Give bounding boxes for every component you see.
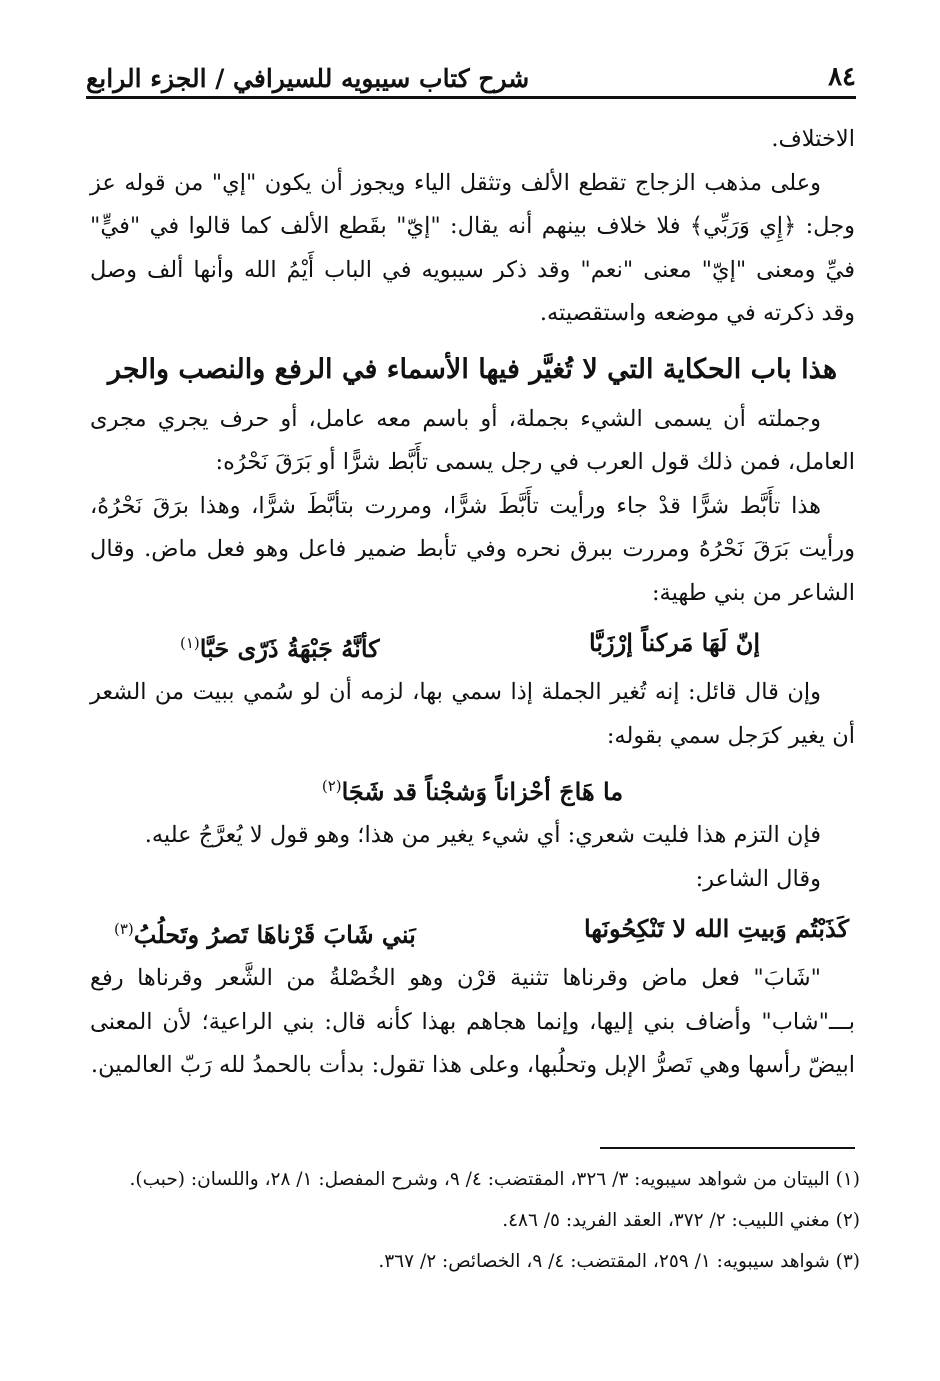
verse-text: بَني شَابَ قَرْناهَا تَصرُ وتَحلُبُ <box>133 920 416 949</box>
verse-hemistich-second <box>180 615 380 677</box>
paragraph: وجملته أن يسمى الشيء بجملة، أو باسم معه عامل، أو حرف يجري مجرى العامل، فمن ذلك قول العرب في رجل يسمى تأَبَّط شرًّا أو بَرَقَ نَحْرُه: <box>90 405 855 475</box>
footnote-ref: (٣) <box>114 920 134 938</box>
verse-line <box>90 758 855 814</box>
paragraph: فإن التزم هذا فليت شعري: أي شيء يغير من هذا؛ وهو قول لا يُعرَّجُ عليه. <box>144 822 821 848</box>
paragraph: الاختلاف. <box>771 126 855 152</box>
footnote: (١) البيتان من شواهد سيبويه: ٣/ ٣٢٦، المقتضب: ٤/ ٩، وشرح المفصل: ١/ ٢٨، واللسان: (حبب). <box>129 1169 860 1190</box>
header-rule <box>86 96 856 99</box>
main-text <box>90 118 855 1088</box>
paragraph: "شَابَ" فعل ماض وقرناها تثنية قرْن وهو الخُصْلةُ من الشَّعر وقرناها رفع بـــ"شاب" وأضاف بني إليها، وإنما هجاهم بهذا كأنه قال: بني الراعية؛ لأن المعنى ابيضّ رأسها وهي تَصرُّ الإبل وتحلُبها، وعلى هذا تقول: بدأت بالحمدُ لله رَبّ العالمين. <box>90 965 855 1078</box>
verse-text: ما هَاجَ أحْزاناً وَشجْناً قد شَجَا <box>341 777 624 806</box>
footnotes <box>90 1162 860 1285</box>
verse-line <box>90 901 855 957</box>
page-number: ٨٤ <box>828 62 856 92</box>
verse-text: كأنَّهُ جَبْهَةُ ذَرّى حَبَّا <box>199 634 380 663</box>
paragraph: وعلى مذهب الزجاج تقطع الألف وتثقل الياء ويجوز أن يكون "إي" من قوله عز وجل: ﴿إِي وَرَبِّي﴾ فلا خلاف بينهم أنه يقال: "إيّ" بقَطع الألف كما قالوا في "فيٍّ" فيِّ ومعنى "إيّ" معنى "نعم" وقد ذكر سيبويه في الباب أَيْمُ الله وأنها ألف وصل وقد ذكرته في موضعه واستقصيته. <box>90 169 855 326</box>
running-title: شرح كتاب سيبويه للسيرافي / الجزء الرابع <box>86 64 530 93</box>
footnote: (٢) مغني اللبيب: ٢/ ٣٧٢، العقد الفريد: ٥/ ٤٨٦. <box>502 1210 860 1231</box>
paragraph: وقال الشاعر: <box>695 865 821 892</box>
footnote: (٣) شواهد سيبويه: ١/ ٢٥٩، المقتضب: ٤/ ٩، الخصائص: ٢/ ٣٦٧. <box>378 1251 860 1272</box>
verse-hemistich-second <box>114 901 416 963</box>
paragraph: وإن قال قائل: إنه تُغير الجملة إذا سمي بها، لزمه أن لو سُمي ببيت من الشعر أن يغير كرَجل سمي بقوله: <box>90 679 855 749</box>
footnote-ref: (١) <box>180 634 200 652</box>
running-header <box>86 52 856 102</box>
verse-hemistich-first: إنّ لَهَا مَركناً إرْزَبَّا <box>589 628 760 657</box>
paragraph: هذا تأَبَّط شرًّا قدْ جاء ورأيت تأَبَّطَ شرًّا، ومررت بتأبَّطَ شرًّا، وهذا برَقَ نَحْرُهُ، ورأيت بَرَقَ نَحْرُهُ ومررت ببرق نحره وفي تأبط ضمير فاعل وهو فعل ماض. وقال الشاعر من بني طهية: <box>90 492 855 606</box>
verse-hemistich-first: كَذَبْتُم وَبيتِ الله لا تَنْكِحُونَها <box>583 914 849 943</box>
footnote-separator <box>600 1147 855 1149</box>
verse-line <box>90 615 855 671</box>
chapter-heading: هذا باب الحكاية التي لا تُغيَّر فيها الأسماء في الرفع والنصب والجر <box>107 353 838 385</box>
footnote-ref: (٢) <box>321 777 342 795</box>
